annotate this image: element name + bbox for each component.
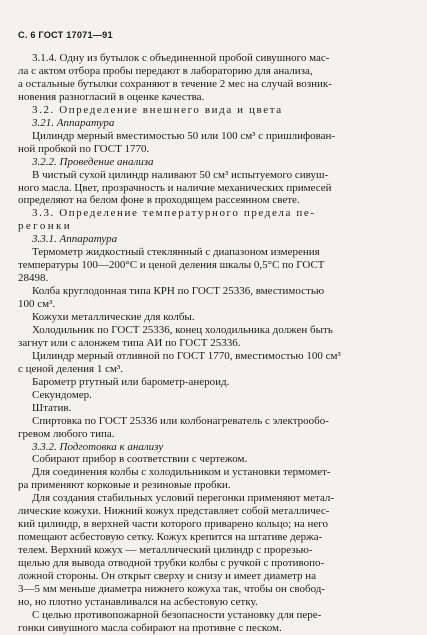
section-heading-3-3-cont: регонки	[18, 220, 73, 233]
subheading-3-21: 3.21. Аппаратура	[32, 116, 115, 129]
line-16: Термометр жидкостный стеклянный с диапазоном измерения	[32, 246, 320, 259]
line-22: Холодильник по ГОСТ 25336, конец холодильника должен быть	[32, 323, 333, 336]
line-34: ра применяют корковые и резиновые пробки.	[18, 479, 231, 492]
line-23: загнут или с алонжем типа АИ по ГОСТ 25336.	[18, 336, 241, 349]
line-36: лические кожухи. Нижний кожух представляет собой металличес-	[18, 505, 330, 518]
line-43: но, но плотно устанавливался на асбестовую сетку.	[18, 595, 258, 608]
line-41: ложной стороны. Он открыт сверху и снизу и имеет диаметр на	[18, 570, 317, 582]
line-39: телем. Верхний кожух — металлический цилиндр с прорезью-	[18, 544, 313, 557]
line-12: определяют на белом фоне в проходящем рассеянном свете.	[18, 194, 300, 207]
line-33: Для соединения колбы с холодильником и установки термомет-	[32, 466, 331, 479]
section-heading-3-2: 3.2. Определение внешнего вида и цвета	[32, 103, 283, 116]
line-40: щелью для вывода отводной трубки колбы с ручкой с противопо-	[18, 557, 325, 570]
section-heading-3-3: 3.3. Определение температурного предела пе-	[32, 207, 316, 220]
line-04: новения разногласий в оценке качества.	[18, 90, 205, 103]
line-32: Собирают прибор в соответствии с чертежом.	[32, 453, 248, 466]
line-35: Для создания стабильных условий перегонки применяют метал-	[32, 492, 335, 505]
line-37: кий цилиндр, в верхней части которого приварено кольцо; на него	[18, 518, 328, 531]
line-17: температуры 100—200°С и ценой деления шкалы 0,5°С по ГОСТ	[18, 259, 325, 272]
line-27: Секундомер.	[32, 388, 92, 401]
line-44: С целью противопожарной безопасности установку для пере-	[32, 608, 322, 621]
line-45: гонки сивушного масла собирают на противне с песком.	[18, 621, 282, 634]
line-18: 28498.	[18, 272, 49, 285]
line-38: помещают асбестовую сетку. Кожух крепится на штативе держа-	[18, 531, 323, 544]
line-03: а остальные бутылки сохраняют в течение 2 мес на случай возник-	[18, 77, 332, 90]
page-header: С. 6 ГОСТ 17071—91	[18, 30, 113, 40]
line-24: Цилиндр мерный отливной по ГОСТ 1770, вместимостью 100 см³	[32, 349, 341, 362]
line-11: ного масла. Цвет, прозрачность и наличие механических примесей	[18, 181, 332, 194]
subheading-3-3-1: 3.3.1. Аппаратура	[32, 233, 118, 246]
line-20: 100 см³.	[18, 298, 56, 311]
line-26: Барометр ртутный или барометр-анероид.	[32, 375, 230, 388]
line-02: ла с актом отбора пробы передают в лабораторию для анализа,	[18, 64, 313, 77]
line-29: Спиртовка по ГОСТ 25336 или колбонагреватель с электрообо-	[32, 414, 329, 427]
line-28: Штатив.	[32, 401, 72, 414]
line-42: 3—5 мм меньше диаметра нижнего кожуха так, чтобы он свобод-	[18, 582, 326, 595]
subheading-3-2-2: 3.2.2. Проведение анализа	[32, 155, 154, 168]
line-10: В чистый сухой цилиндр наливают 50 см³ испытуемого сивуш-	[32, 168, 329, 181]
subheading-3-3-2: 3.3.2. Подготовка к анализу	[32, 440, 164, 453]
line-01: 3.1.4. Одну из бутылок с объединенной пробой сивушного мас-	[32, 52, 330, 64]
line-08: ной пробкой по ГОСТ 1770.	[18, 142, 150, 155]
line-30: гревом любого типа.	[18, 427, 115, 440]
line-25: с ценой деления 1 см³.	[18, 362, 123, 375]
line-21: Кожухи металлические для колбы.	[32, 311, 195, 323]
line-19: Колба круглодонная типа КРН по ГОСТ 25336, вместимостью	[32, 285, 325, 298]
line-07: Цилиндр мерный вместимостью 50 или 100 см³ с пришлифован-	[32, 129, 336, 142]
